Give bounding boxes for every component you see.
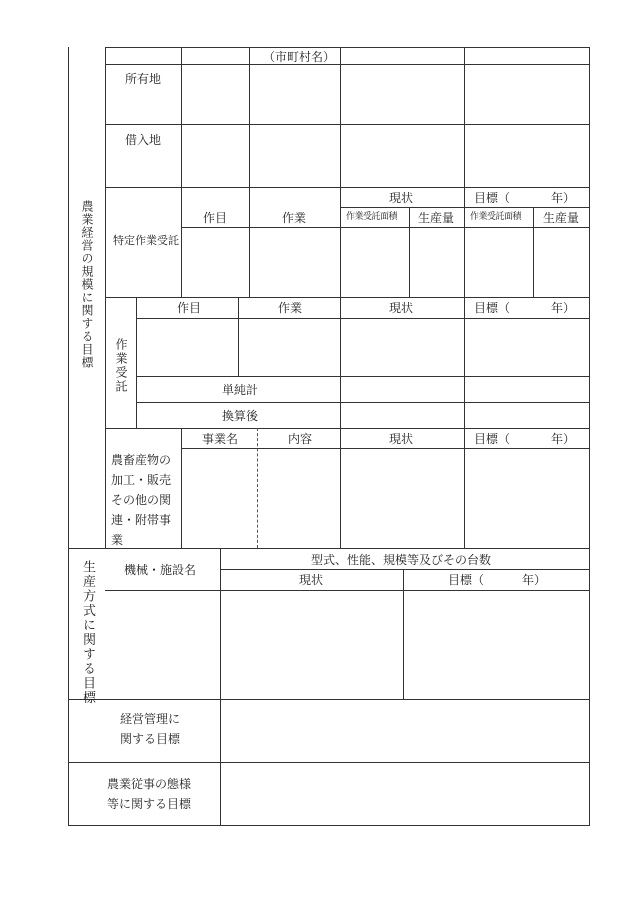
rule	[464, 47, 465, 549]
workers-label-line: 農業従事の態様	[106, 777, 191, 791]
rule	[105, 47, 106, 549]
related-label-line: 加工・販売	[111, 473, 172, 487]
city-header: （市町村名）	[263, 50, 336, 64]
contract-label: 作業受託	[114, 338, 128, 394]
business-target-header: 目標（	[474, 432, 511, 446]
rule	[340, 47, 341, 549]
rule	[409, 207, 410, 297]
management-label-line: 関する目標	[119, 732, 180, 746]
specific-year-header: 年）	[551, 191, 576, 205]
machine-facility-header: 機械・施設名	[124, 563, 197, 577]
specific-current-header: 現状	[389, 191, 414, 205]
contract-target-header: 目標（	[474, 301, 511, 315]
rule	[105, 64, 589, 65]
related-label-line: 業	[111, 533, 124, 547]
section-title-production: 生産方式に関する目標	[80, 560, 95, 705]
rule	[403, 569, 404, 699]
related-label-line: その他の関	[111, 493, 172, 507]
rule	[105, 590, 589, 591]
rule	[181, 227, 589, 228]
dashed-rule	[257, 428, 258, 548]
specific-output-header-2: 生産量	[543, 211, 580, 225]
rule	[105, 187, 589, 188]
workers-label	[94, 774, 204, 814]
business-name-header: 事業名	[202, 432, 239, 446]
rule	[105, 47, 589, 48]
specific-area-header: 作業受託面積	[346, 212, 398, 222]
related-label-line: 連・附帯事	[111, 513, 172, 527]
leased-land-label: 借入地	[125, 133, 162, 147]
workers-label-line: 等に関する目標	[106, 797, 191, 811]
rule	[105, 124, 589, 125]
specific-output-header: 生産量	[418, 211, 455, 225]
specific-work-header: 作業	[282, 211, 307, 225]
business-year-header: 年）	[551, 432, 576, 446]
rule	[238, 297, 239, 376]
rule	[136, 318, 589, 319]
rule	[181, 448, 589, 449]
rule	[181, 47, 182, 297]
related-label-line: 農畜産物の	[111, 453, 172, 467]
related-business-label	[111, 450, 171, 550]
converted-label: 換算後	[222, 409, 259, 423]
contract-year-header: 年）	[551, 301, 576, 315]
rule	[589, 47, 590, 826]
rule	[533, 207, 534, 297]
production-target-header: 目標（	[448, 573, 485, 587]
specific-crop-header: 作目	[203, 211, 228, 225]
rule	[136, 297, 137, 428]
production-year-header: 年）	[522, 573, 547, 587]
simple-total-label: 単純計	[222, 383, 259, 397]
specific-target-header: 目標（	[474, 191, 511, 205]
specific-area-header-2: 作業受託面積	[470, 212, 522, 222]
management-label	[100, 709, 200, 749]
rule	[220, 569, 589, 570]
contract-work-header: 作業	[278, 301, 303, 315]
spec-header: 型式、性能、規模等及びその台数	[311, 553, 492, 567]
business-current-header: 現状	[389, 432, 414, 446]
management-label-line: 経営管理に	[119, 712, 180, 726]
rule	[249, 47, 250, 297]
owned-land-label: 所有地	[125, 72, 162, 86]
rule	[136, 376, 589, 377]
rule	[68, 762, 589, 763]
section-title-scale: 農業経営の規模に関する目標	[80, 200, 94, 369]
production-current-header: 現状	[299, 573, 324, 587]
rule	[105, 297, 589, 298]
rule	[68, 47, 69, 826]
contract-current-header: 現状	[389, 301, 414, 315]
rule	[136, 402, 589, 403]
specific-contract-label: 特定作業受託	[113, 234, 179, 247]
rule	[68, 825, 589, 826]
rule	[105, 428, 589, 429]
rule	[220, 548, 221, 826]
contract-crop-header: 作目	[177, 301, 202, 315]
rule	[68, 699, 589, 700]
business-content-header: 内容	[288, 432, 313, 446]
rule	[181, 428, 182, 548]
